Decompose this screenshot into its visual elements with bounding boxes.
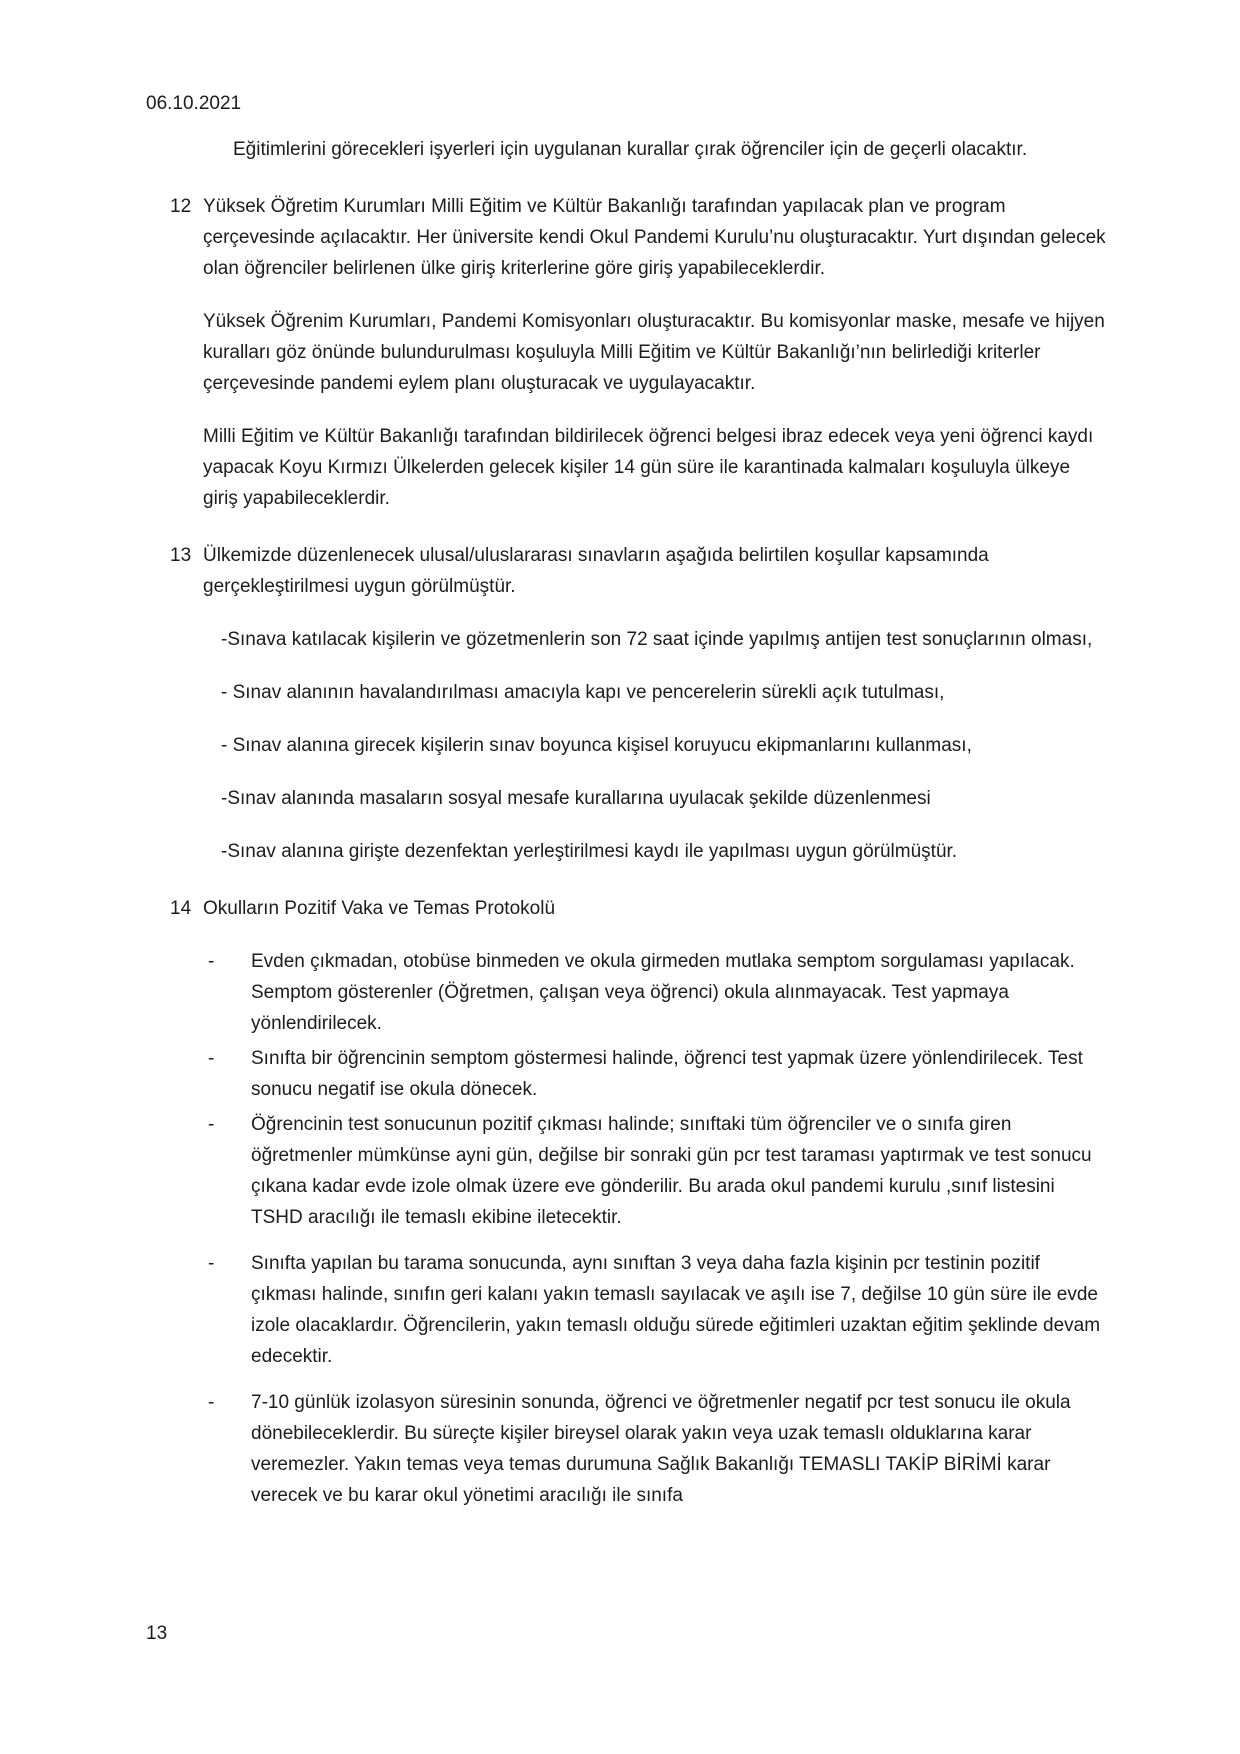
protocol-bullet [203,1109,1107,1233]
list-item-12 [0,191,1240,514]
protocol-bullet [203,1043,1107,1105]
protocol-bullet [203,946,1107,1039]
bullet-marker: - [208,951,215,972]
item-12-paragraph: Yüksek Öğrenim Kurumları, Pandemi Komisyonları oluşturacaktır. Bu komisyonlar maske, mesafe ve hijyen kuralları göz önünde bulundurulması koşuluyla Milli Eğitim ve Kültür Bakanlığı’nın belirlediği kriterler çerçevesinde pandemi eylem planı oluşturacak ve uygulayacaktır. [203,311,1105,394]
item-12-paragraph: Yüksek Öğretim Kurumları Milli Eğitim ve Kültür Bakanlığı tarafından yapılacak plan ve program çerçevesinde açılacaktır. Her üniversite kendi Okul Pandemi Kurulu’nu oluşturacaktır. Yurt dışından gelecek olan öğrenciler belirlenen ülke giriş kriterlerine göre giriş yapabileceklerdir. [203,196,1106,279]
document-date: 06.10.2021 [146,93,242,114]
protocol-bullet [203,1248,1107,1372]
document-content [0,126,1240,1511]
item-14-body [203,893,1107,1511]
item-12-paragraph: Milli Eğitim ve Kültür Bakanlığı tarafından bildirilecek öğrenci belgesi ibraz edecek veya yeni öğrenci kaydı yapacak Koyu Kırmızı Ülkelerden gelecek kişiler 14 gün süre ile karantinada kalmaları koşuluyla ülkeye giriş yapabileceklerdir. [203,426,1094,509]
bullet-marker: - [208,1114,215,1135]
page-number: 13 [146,1623,168,1644]
protocol-bullet-list [203,946,1107,1511]
bullet-text: Sınıfta yapılan bu tarama sonucunda, aynı sınıftan 3 veya daha fazla kişinin pcr testinin pozitif çıkması halinde, sınıfın geri kalanı yakın temaslı sayılacak ve aşılı ise 7, değilse 10 gün süre ile evde izole olacaklardır. Öğrencilerin, yakın temaslı olduğu sürede eğitimleri uzaktan eğitim şeklinde devam edecektir. [251,1253,1101,1367]
bullet-marker: - [208,1253,215,1274]
exam-condition: - Sınav alanına girecek kişilerin sınav boyunca kişisel koruyucu ekipmanlarını kullanması, [221,735,972,756]
section-heading: Okulların Pozitif Vaka ve Temas Protokolü [203,898,556,919]
bullet-marker: - [208,1048,215,1069]
list-item-14 [0,893,1240,1511]
item-13-lead-paragraph: Ülkemizde düzenlenecek ulusal/uluslararası sınavların aşağıda belirtilen koşullar kapsamında gerçekleştirilmesi uygun görülmüştür. [203,545,989,597]
bullet-marker: - [208,1392,215,1413]
item-number: 12 [170,196,192,217]
bullet-text: Sınıfta bir öğrencinin semptom göstermesi halinde, öğrenci test yapmak üzere yönlendirilecek. Test sonucu negatif ise okula dönecek. [251,1048,1083,1100]
item-number: 13 [170,545,192,566]
exam-condition: -Sınava katılacak kişilerin ve gözetmenlerin son 72 saat içinde yapılmış antijen test sonuçlarının olması, [221,629,1093,650]
exam-conditions-list [203,624,1107,867]
item-13-body [203,540,1107,867]
exam-condition: -Sınav alanına girişte dezenfektan yerleştirilmesi kaydı ile yapılması uygun görülmüştür. [221,841,958,862]
intro-paragraph: Eğitimlerini görecekleri işyerleri için uygulanan kurallar çırak öğrenciler için de geçerli olacaktır. [233,139,1028,160]
exam-condition: -Sınav alanında masaların sosyal mesafe kurallarına uyulacak şekilde düzenlenmesi [221,788,931,809]
item-number: 14 [170,898,192,919]
bullet-text: Öğrencinin test sonucunun pozitif çıkması halinde; sınıftaki tüm öğrenciler ve o sınıfa giren öğretmenler mümkünse ayni gün, değilse bir sonraki gün pcr test taraması yaptırmak ve test sonucu çıkana kadar evde izole olmak üzere eve gönderilir. Bu arada okul pandemi kurulu ,sınıf listesini TSHD aracılığı ile temaslı ekibine iletecektir. [251,1114,1092,1228]
bullet-text: 7-10 günlük izolasyon süresinin sonunda, öğrenci ve öğretmenler negatif pcr test sonucu ile okula dönebileceklerdir. Bu süreçte kişiler bireysel olarak yakın veya uzak temaslı olduklarına karar veremezler. Yakın temas veya temas durumuna Sağlık Bakanlığı TEMASLI TAKİP BİRİMİ karar verecek ve bu karar okul yönetimi aracılığı ile sınıfa [251,1392,1071,1506]
exam-condition: - Sınav alanının havalandırılması amacıyla kapı ve pencerelerin sürekli açık tutulması, [221,682,945,703]
protocol-bullet [203,1387,1107,1511]
list-item-13 [0,540,1240,867]
item-12-body [203,191,1107,514]
bullet-text: Evden çıkmadan, otobüse binmeden ve okula girmeden mutlaka semptom sorgulaması yapılacak. Semptom gösterenler (Öğretmen, çalışan veya öğrenci) okula alınmayacak. Test yapmaya yönlendirilecek. [251,951,1075,1034]
